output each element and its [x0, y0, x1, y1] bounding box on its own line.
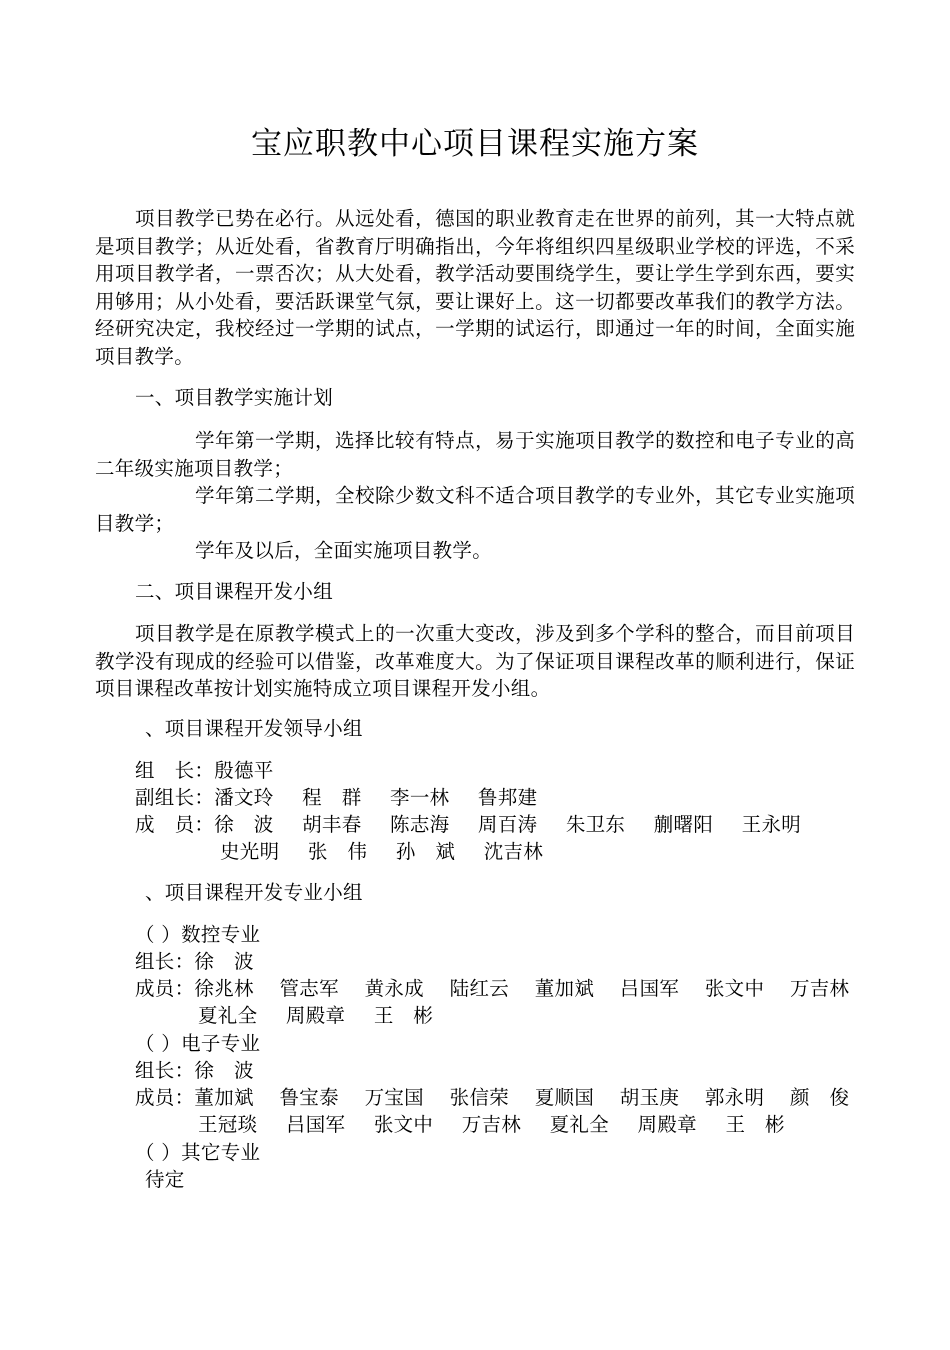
section2-heading: 二、项目课程开发小组	[135, 580, 334, 603]
member-name: 颜 俊	[789, 1086, 850, 1109]
member-name: 黄永成	[364, 977, 424, 1000]
member-name: 沈吉林	[483, 840, 544, 863]
member-name: 管志军	[279, 977, 339, 1000]
group-leader-name: 徐 波	[194, 950, 254, 973]
member-name: 徐 波	[214, 813, 274, 836]
group-name-cnc: （ ）数控专业	[135, 923, 261, 946]
member-name: 万宝国	[364, 1086, 424, 1109]
deputy-row	[135, 784, 537, 812]
group-members-label: 成员：	[135, 977, 195, 1000]
group-leader-row	[135, 948, 254, 976]
member-name: 朱卫东	[565, 813, 626, 836]
group-intro-paragraph: 项目教学是在原教学模式上的一次重大变改，涉及到多个学科的整合，而目前项目教学没有现成的经验可以借鉴，改革难度大。为了保证项目课程改革的顺利进行，保证项目课程改革按计划实施特成立项目课程开发小组。	[95, 622, 855, 701]
members-label: 成 员：	[135, 813, 215, 836]
member-name: 张 伟	[307, 840, 368, 863]
member-name: 夏礼全	[549, 1113, 610, 1136]
member-name: 胡丰春	[302, 813, 362, 836]
member-name: 王冠琰	[198, 1113, 258, 1136]
member-name: 周殿章	[637, 1113, 697, 1136]
member-name: 王 彬	[373, 1004, 434, 1027]
group-members-label: 成员：	[135, 1086, 195, 1109]
plan-paragraph-3: 学年及以后，全面实施项目教学。	[195, 539, 493, 562]
deputy-name: 潘文玲	[214, 786, 274, 809]
group-leader-name: 徐 波	[194, 1059, 254, 1082]
member-name: 张文中	[704, 977, 765, 1000]
group-leader-label: 组长：	[135, 950, 195, 973]
member-name: 张文中	[373, 1113, 434, 1136]
member-name: 万吉林	[461, 1113, 522, 1136]
member-name: 夏礼全	[198, 1004, 258, 1027]
member-name: 蒯曙阳	[653, 813, 714, 836]
deputy-name: 李一林	[390, 786, 450, 809]
plan-paragraph-1: 学年第一学期，选择比较有特点，易于实施项目教学的数控和电子专业的高二年级实施项目教学；	[95, 429, 855, 480]
plan-paragraph-2: 学年第二学期，全校除少数文科不适合项目教学的专业外，其它专业实施项目教学；	[95, 484, 855, 535]
deputy-name: 鲁邦建	[477, 786, 538, 809]
intro-paragraph: 项目教学已势在必行。从远处看，德国的职业教育走在世界的前列，其一大特点就是项目教学；从近处看，省教育厅明确指出，今年将组织四星级职业学校的评选，不采用项目教学者，一票否次；从大处看，教学活动要围绕学生，要让学生学到东西，要实用够用；从小处看，要活跃课堂气氛，要让课好上。这一切都要改革我们的教学方法。经研究决定，我校经过一学期的试点，一学期的试运行，即通过一年的时间，全面实施项目教学。	[95, 207, 855, 368]
member-name: 万吉林	[789, 977, 850, 1000]
leader-label: 组 长：	[135, 759, 215, 782]
member-name: 郭永明	[704, 1086, 765, 1109]
member-name: 吕国军	[285, 1113, 346, 1136]
leadership-heading: 、项目课程开发领导小组	[145, 717, 363, 740]
group-leader-label: 组长：	[135, 1059, 195, 1082]
member-name: 董加斌	[194, 1086, 254, 1109]
member-name: 史光明	[220, 840, 280, 863]
group-leader-row	[135, 1057, 254, 1085]
deputy-label: 副组长：	[135, 786, 215, 809]
group-members-row-2	[198, 1002, 433, 1030]
members-row-1	[135, 811, 801, 839]
professional-heading: 、项目课程开发专业小组	[145, 881, 363, 904]
member-name: 孙 斌	[395, 840, 456, 863]
member-name: 周殿章	[285, 1004, 346, 1027]
members-row-2	[220, 838, 543, 866]
deputy-name: 程 群	[302, 786, 362, 809]
leader-row	[135, 757, 274, 785]
section1-heading: 一、项目教学实施计划	[135, 386, 334, 409]
member-name: 陆红云	[449, 977, 510, 1000]
member-name: 夏顺国	[534, 1086, 595, 1109]
member-name: 胡玉庚	[619, 1086, 680, 1109]
document-title: 宝应职教中心项目课程实施方案	[251, 126, 699, 162]
member-name: 陈志海	[390, 813, 450, 836]
group-name-electronics: （ ）电子专业	[135, 1032, 261, 1055]
group-name-other: （ ）其它专业	[135, 1141, 261, 1164]
group-members-row-2	[198, 1111, 785, 1139]
leader-name: 殷德平	[214, 759, 274, 782]
member-name: 王 彬	[725, 1113, 785, 1136]
group-members-row-1	[135, 975, 849, 1003]
member-name: 鲁宝泰	[279, 1086, 339, 1109]
member-name: 吕国军	[619, 977, 680, 1000]
group-pending-text: 待定	[145, 1168, 185, 1191]
member-name: 王永明	[741, 813, 802, 836]
member-name: 周百涛	[477, 813, 538, 836]
member-name: 张信荣	[449, 1086, 510, 1109]
member-name: 徐兆林	[194, 977, 254, 1000]
member-name: 董加斌	[534, 977, 595, 1000]
group-members-row-1	[135, 1084, 849, 1112]
